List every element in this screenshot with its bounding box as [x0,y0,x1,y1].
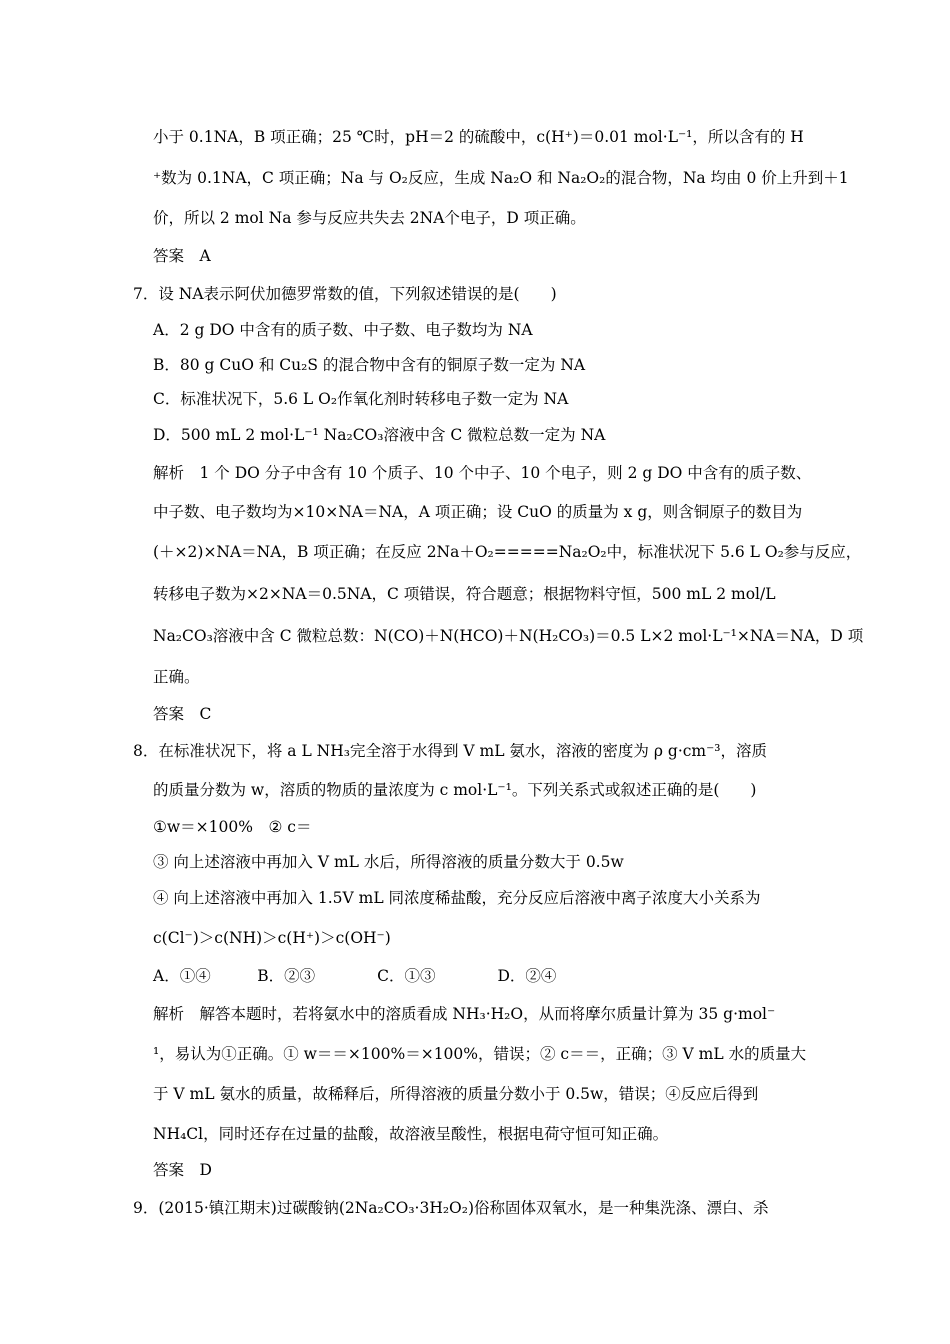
question-7-stem: 7．设 NA表示阿伏加德罗常数的值，下列叙述错误的是( ) [133,285,557,303]
statement-4: ④ 向上述溶液中再加入 1.5V mL 同浓度稀盐酸，充分反应后溶液中离子浓度大小关系为 [153,889,761,907]
answer-line: 答案 D [153,1161,212,1179]
answer-line: 答案 A [153,247,211,265]
analysis-line: NH₄Cl，同时还存在过量的盐酸，故溶液呈酸性，根据电荷守恒可知正确。 [153,1125,669,1143]
option-d: D．500 mL 2 mol·L⁻¹ Na₂CO₃溶液中含 C 微粒总数一定为 NA [153,426,606,444]
text-line: ⁺数为 0.1NA，C 项正确；Na 与 O₂反应，生成 Na₂O 和 Na₂O₂的混合物，Na 均由 0 价上升到＋1 [153,169,849,187]
question-9-stem: 9．(2015·镇江期末)过碳酸钠(2Na₂CO₃·3H₂O₂)俗称固体双氧水，是一种集洗涤、漂白、杀 [133,1199,769,1217]
analysis-line: 解析 1 个 DO 分子中含有 10 个质子、10 个中子、10 个电子，则 2 g DO 中含有的质子数、 [153,464,812,482]
text-line: 价，所以 2 mol Na 参与反应共失去 2NA个电子，D 项正确。 [153,209,586,227]
options-row: A．①④ B．②③ C．①③ D．②④ [153,967,557,985]
option-c: C．标准状况下，5.6 L O₂作氧化剂时转移电子数一定为 NA [153,390,569,408]
answer-line: 答案 C [153,705,212,723]
option-a: A．2 g DO 中含有的质子数、中子数、电子数均为 NA [153,321,533,339]
statement-1-2: ①w＝×100% ② c＝ [153,818,312,836]
question-8-stem: 8．在标准状况下，将 a L NH₃完全溶于水得到 V mL 氨水，溶液的密度为 ρ g·cm⁻³，溶质 [133,742,768,760]
analysis-line: 转移电子数为×2×NA＝0.5NA，C 项错误，符合题意；根据物料守恒，500 mL 2 mol/L [153,585,776,603]
text-line: 小于 0.1NA，B 项正确；25 ℃时，pH＝2 的硫酸中，c(H⁺)＝0.01 mol·L⁻¹，所以含有的 H [153,128,804,146]
analysis-line: ¹，易认为①正确。① w＝＝×100%＝×100%，错误；② c＝＝，正确；③ V mL 水的质量大 [153,1045,807,1063]
statement-3: ③ 向上述溶液中再加入 V mL 水后，所得溶液的质量分数大于 0.5w [153,853,624,871]
analysis-line: (＋×2)×NA＝NA，B 项正确；在反应 2Na＋O₂=====Na₂O₂中，标准状况下 5.6 L O₂参与反应， [153,543,862,561]
question-8-stem: 的质量分数为 w，溶质的物质的量浓度为 c mol·L⁻¹。下列关系式或叙述正确的是( ) [153,781,757,799]
analysis-line: 于 V mL 氨水的质量，故稀释后，所得溶液的质量分数小于 0.5w，错误；④反应后得到 [153,1085,759,1103]
analysis-line: 正确。 [153,668,200,686]
analysis-line: 解析 解答本题时，若将氨水中的溶质看成 NH₃·H₂O，从而将摩尔质量计算为 35 g·mol⁻ [153,1005,776,1023]
statement-4-cont: c(Cl⁻)＞c(NH)＞c(H⁺)＞c(OH⁻) [153,929,391,947]
option-b: B．80 g CuO 和 Cu₂S 的混合物中含有的铜原子数一定为 NA [153,356,586,374]
analysis-line: 中子数、电子数均为×10×NA＝NA，A 项正确；设 CuO 的质量为 x g，则含铜原子的数目为 [153,503,803,521]
analysis-line: Na₂CO₃溶液中含 C 微粒总数：N(CO)＋N(HCO)＋N(H₂CO₃)＝0.5 L×2 mol·L⁻¹×NA＝NA，D 项 [153,627,864,645]
